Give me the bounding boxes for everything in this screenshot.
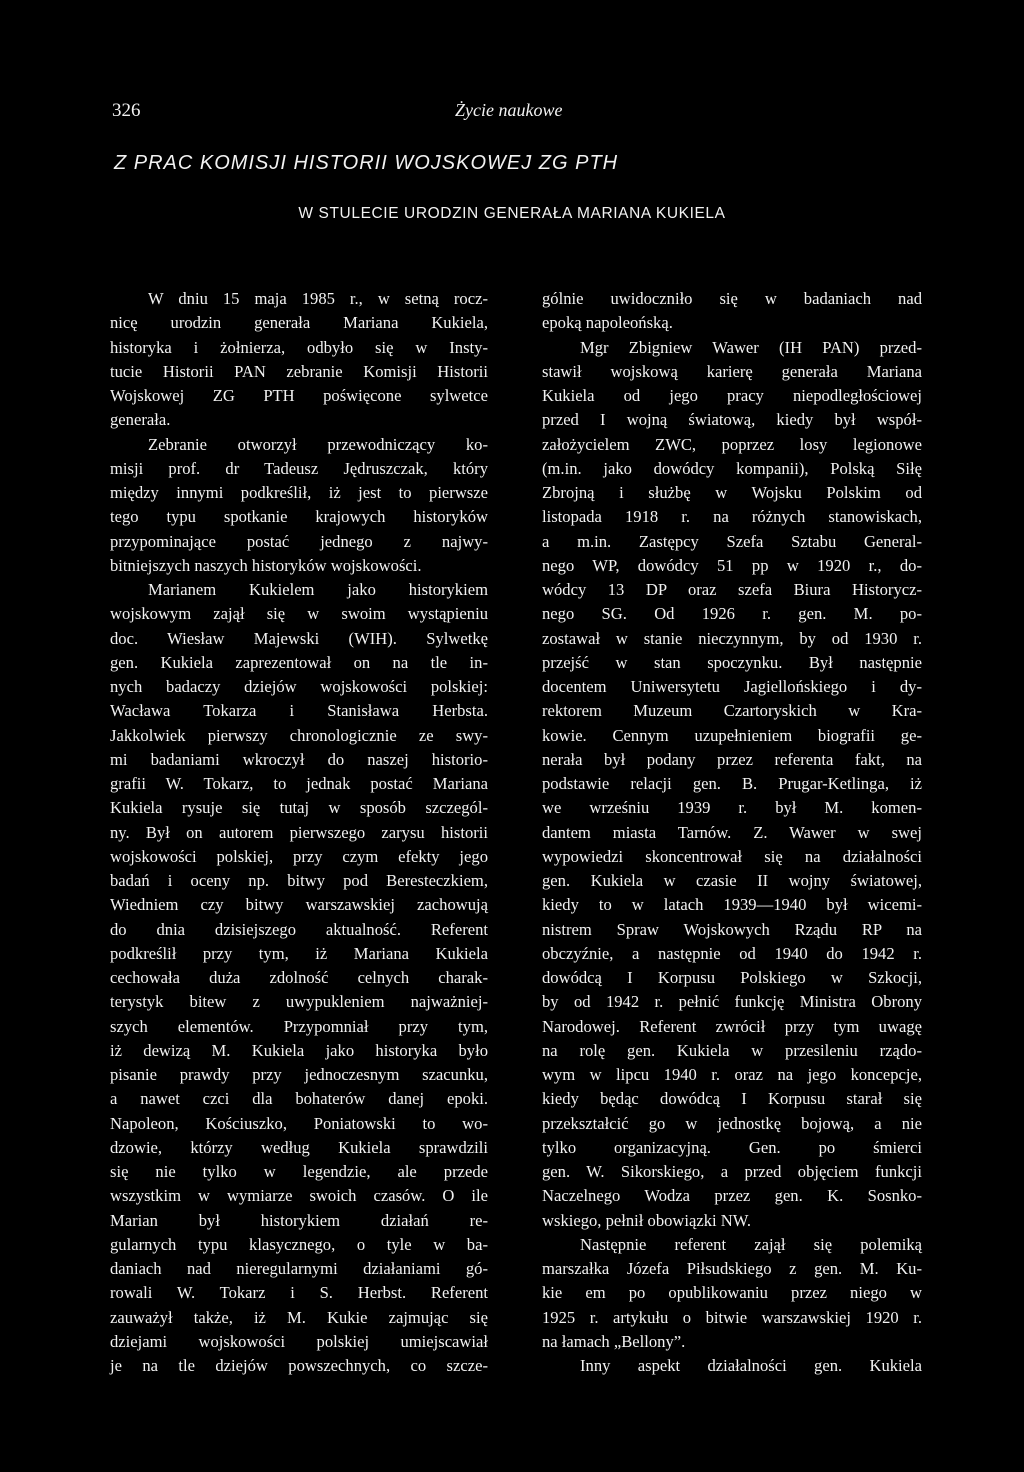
text-line: rektorem Muzeum Czartoryskich w Kra- (542, 701, 922, 721)
text-line: Jakkolwiek pierwszy chronologicznie ze swy- (110, 725, 488, 745)
text-line: Zebranie otworzył przewodniczący ko- (148, 434, 488, 454)
text-line: W dniu 15 maja 1985 r., w setną rocz- (148, 289, 488, 308)
text-line: nicę urodzin generała Mariana Kukiela, (110, 313, 488, 333)
text-line: iż dewizą M. Kukiela jako historyka było (110, 1040, 488, 1060)
text-line: Kukiela rysuje się tutaj w sposób szczegól- (110, 798, 488, 818)
text-line: kowie. Cennym uzupełnieniem biografii ge- (542, 725, 922, 745)
text-line: bitniejszych naszych historyków wojskowości. (110, 555, 422, 575)
text-line: nych badaczy dziejów wojskowości polskiej: (110, 677, 488, 696)
text-line: wym w lipcu 1940 r. oraz na jego koncepcje, (542, 1065, 922, 1084)
text-line: wojskowym zajął się w swoim wystąpieniu (110, 604, 488, 624)
text-line: ny. Był on autorem pierwszego zarysu historii (110, 822, 488, 842)
text-line: zauważył także, iż M. Kukie zajmując się (110, 1307, 488, 1327)
text-line: dantem miasta Tarnów. Z. Wawer w swej (542, 822, 922, 842)
text-line: daniach nad nieregularnymi działaniami gó- (110, 1259, 488, 1278)
text-line: a nawet czci dla bohaterów danej epoki. (110, 1089, 488, 1109)
text-line: by od 1942 r. pełnić funkcję Ministra Obrony (542, 992, 922, 1012)
right-text-column (542, 287, 922, 1378)
text-line: Zbrojną i służbę w Wojsku Polskim od (542, 483, 922, 502)
text-line: dziejami wojskowości polskiej umiejscawiał (110, 1331, 488, 1351)
text-line: wódcy 13 DP oraz szefa Biura Historycz- (542, 580, 922, 599)
text-line: je na tle dziejów powszechnych, co szcze- (110, 1356, 488, 1375)
text-line: 1925 r. artykułu o bitwie warszawskiej 1920 r. (542, 1307, 922, 1327)
left-text-column (110, 287, 488, 1378)
text-line: Inny aspekt działalności gen. Kukiela (580, 1356, 922, 1375)
article-subtitle: W STULECIE URODZIN GENERAŁA MARIANA KUKIELA (298, 205, 726, 222)
text-line: Kukiela od jego pracy niepodległościowej (542, 386, 922, 405)
text-line: we wrześniu 1939 r. był M. komen- (542, 798, 922, 818)
text-line: pisanie prawdy przy jednoczesnym szacunku, (110, 1065, 488, 1084)
text-line: zostawał w stanie nieczynnym, by od 1930 r. (542, 628, 922, 648)
text-line: tucie Historii PAN zebranie Komisji Historii (110, 361, 488, 381)
text-line: (m.in. jako dowódcy kompanii), Polską Siłę (542, 458, 922, 478)
text-line: a m.in. Zastępcy Szefa Sztabu General- (542, 531, 922, 551)
text-line: gen. W. Sikorskiego, a przed objęciem funkcji (542, 1162, 922, 1181)
text-line: stawił wojskową karierę generała Mariana (542, 361, 922, 381)
text-line: na łamach „Bellony”. (542, 1331, 686, 1351)
text-line: przejść w stan spoczynku. Był następnie (542, 652, 922, 672)
text-line: cechowała duża zdolność celnych charak- (110, 968, 488, 987)
text-line: wszystkim w wymiarze swoich czasów. O ile (110, 1186, 488, 1206)
text-line: założycielem ZWC, poprzez losy legionowe (542, 434, 922, 454)
text-line: gen. Kukiela zaprezentował on na tle in- (110, 652, 488, 672)
text-line: wojskowości polskiej, przy czym efekty jego (110, 846, 488, 866)
text-line: nerała był podany przez referenta fakt, na (542, 749, 922, 769)
text-line: dowódcą I Korpusu Polskiego w Szkocji, (542, 968, 922, 987)
text-line: misji prof. dr Tadeusz Jędruszczak, który (110, 458, 488, 478)
text-line: gólnie uwidoczniło się w badaniach nad (542, 289, 922, 308)
text-line: Wojskowej ZG PTH poświęcone sylwetce (110, 386, 488, 405)
text-line: gen. Kukiela w czasie II wojny światowej, (542, 871, 922, 890)
text-line: tylko organizacyjną. Gen. po śmierci (542, 1137, 922, 1157)
text-line: Narodowej. Referent zwrócił przy tym uwagę (542, 1016, 922, 1036)
text-line: Wiedniem czy bitwy warszawskiej zachowują (110, 895, 488, 915)
text-line: przypominające postać jednego z najwy- (110, 531, 488, 551)
text-line: generała. (110, 410, 171, 430)
text-line: gularnych typu klasycznego, o tyle w ba- (110, 1234, 488, 1254)
text-line: marszałka Józefa Piłsudskiego z gen. M. Ku- (542, 1259, 922, 1278)
text-line: się nie tylko w legendzie, ale przede (110, 1162, 488, 1181)
text-line: nistrem Spraw Wojskowych Rządu RP na (542, 919, 922, 939)
text-line: podstawie relacji gen. B. Prugar-Ketlinga, iż (542, 774, 922, 793)
text-line: między innymi podkreślił, iż jest to pierwsze (110, 483, 488, 502)
text-line: epoką napoleońską. (542, 313, 673, 333)
text-line: obczyźnie, a następnie od 1940 do 1942 r. (542, 943, 922, 963)
text-line: listopada 1918 r. na różnych stanowiskach, (542, 507, 922, 527)
text-line: na rolę gen. Kukiela w przesileniu rządo- (542, 1040, 922, 1060)
article-title: Z PRAC KOMISJI HISTORII WOJSKOWEJ ZG PTH (114, 152, 619, 174)
text-line: nego WP, dowódcy 51 pp w 1920 r., do- (542, 555, 922, 575)
text-line: szych elementów. Przypomniał przy tym, (110, 1016, 488, 1036)
text-line: rowali W. Tokarz i S. Herbst. Referent (110, 1283, 488, 1303)
text-line: mi badaniami wkroczył do naszej historio- (110, 749, 488, 769)
text-line: kiedy to w latach 1939—1940 był wicemi- (542, 895, 922, 915)
text-line: badań i oceny np. bitwy pod Beresteczkiem, (110, 871, 488, 890)
text-line: docentem Uniwersytetu Jagiellońskiego i dy- (542, 677, 922, 696)
text-line: Wacława Tokarza i Stanisława Herbsta. (110, 701, 488, 721)
text-line: kie em po opublikowaniu przez niego w (542, 1283, 922, 1303)
text-line: wskiego, pełnił obowiązki NW. (542, 1210, 752, 1230)
text-line: wypowiedzi skoncentrował się na działalności (542, 846, 922, 866)
text-line: tego typu spotkanie krajowych historyków (110, 507, 488, 527)
text-line: dzowie, którzy według Kukiela sprawdzili (110, 1137, 488, 1157)
text-line: nego SG. Od 1926 r. gen. M. po- (542, 604, 922, 624)
text-line: historyka i żołnierza, odbyło się w Insty- (110, 337, 488, 357)
text-line: Naczelnego Wodza przez gen. K. Sosnko- (542, 1186, 922, 1206)
text-line: Marianem Kukielem jako historykiem (148, 580, 488, 599)
text-line: grafii W. Tokarz, to jednak postać Mariana (110, 774, 488, 793)
text-line: do dnia dzisiejszego aktualność. Referent (110, 919, 488, 939)
text-line: terystyk bitew z uwypukleniem najważniej- (110, 992, 488, 1012)
running-title: Życie naukowe (455, 100, 563, 120)
text-line: kiedy będąc dowódcą I Korpusu starał się (542, 1089, 922, 1109)
text-line: Napoleon, Kościuszko, Poniatowski to wo- (110, 1113, 488, 1133)
text-line: podkreślił przy tym, iż Mariana Kukiela (110, 943, 488, 963)
text-line: Mgr Zbigniew Wawer (IH PAN) przed- (580, 337, 922, 357)
text-line: Następnie referent zajął się polemiką (580, 1234, 922, 1254)
text-line: przed I wojną światową, kiedy był współ- (542, 410, 922, 430)
running-header (112, 100, 912, 130)
text-line: Marian był historykiem działań re- (110, 1210, 488, 1230)
text-line: przekształcić go w jednostkę bojową, a nie (542, 1113, 922, 1133)
text-line: doc. Wiesław Majewski (WIH). Sylwetkę (110, 628, 488, 648)
page-number: 326 (112, 100, 141, 121)
